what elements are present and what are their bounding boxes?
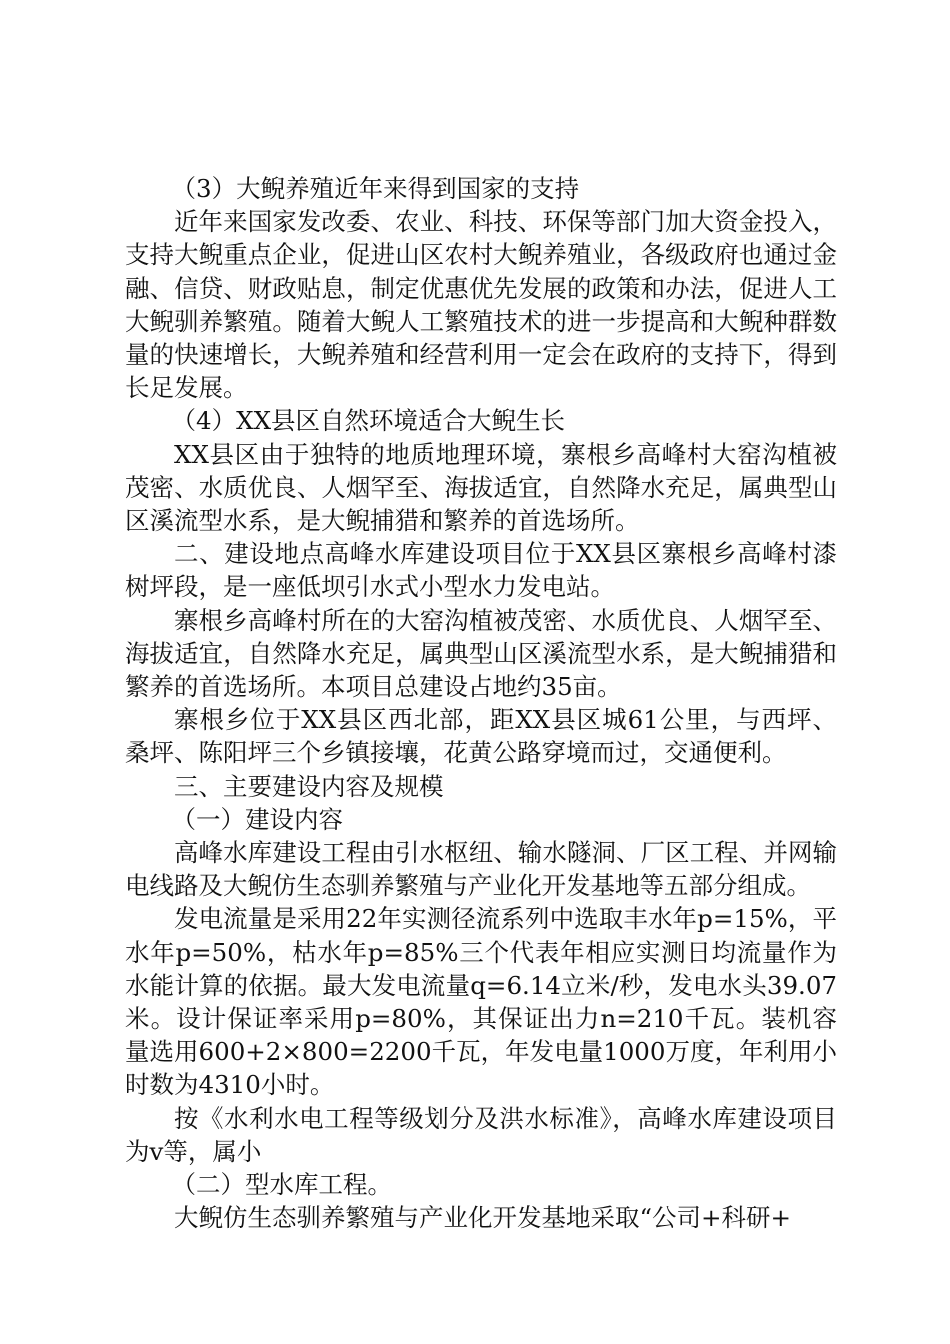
subheading-construction-content: （一）建设内容 (171, 804, 344, 834)
paragraph-natural-environment: XX县区由于独特的地质地理环境，寨根乡高峰村大窑沟植被茂密、水质优良、人烟罕至、海拔适宜，自然降水充足，属典型山区溪流型水系，是大鲵捕猎和繁养的首选场所。 (125, 439, 837, 536)
section-heading-construction-scale: 三、主要建设内容及规模 (174, 771, 444, 801)
paragraph-location: 寨根乡位于XX县区西北部，距XX县区城61公里，与西坪、桑坪、陈阳坪三个乡镇接壤，花黄公路穿境而过，交通便利。 (125, 705, 837, 768)
document-body (125, 172, 837, 1235)
subheading-national-support: （3）大鲵养殖近年来得到国家的支持 (171, 174, 580, 203)
paragraph-project-components: 高峰水库建设工程由引水枢纽、输水隧洞、厂区工程、并网输电线路及大鲵仿生态驯养繁殖与产业化开发基地等五部分组成。 (125, 838, 837, 901)
paragraph-national-support: 近年来国家发改委、农业、科技、环保等部门加大资金投入，支持大鲵重点企业，促进山区农村大鲵养殖业，各级政府也通过金融、信贷、财政贴息，制定优惠优先发展的政策和办法，促进人工大鲵驯养繁殖。随着大鲵人工繁殖技术的进一步提高和大鲵种群数量的快速增长，大鲵养殖和经营利用一定会在政府的支持下，得到长足发展。 (125, 207, 837, 403)
paragraph-breeding-base: 大鲵仿生态驯养繁殖与产业化开发基地采取“公司+科研+ (174, 1203, 792, 1233)
paragraph-construction-site: 二、建设地点高峰水库建设项目位于XX县区寨根乡高峰村漆树坪段，是一座低坝引水式小型水力发电站。 (125, 539, 837, 602)
paragraph-power-generation: 发电流量是采用22年实测径流系列中选取丰水年p=15%，平水年p=50%，枯水年p=85%三个代表年相应实测日均流量作为水能计算的依据。最大发电流量q=6.14立米/秒，发电水头39.07米。设计保证率采用p=80%，其保证出力n=210千瓦。装机容量选用600+2×800=2200千瓦，年发电量1000万度，年利用小时数为4310小时。 (125, 904, 837, 1100)
subheading-reservoir-type: （二）型水库工程。 (171, 1170, 393, 1200)
subheading-natural-environment: （4）XX县区自然环境适合大鲵生长 (171, 406, 566, 436)
paragraph-project-grade: 按《水利水电工程等级划分及洪水标准》，高峰水库建设项目为v等，属小 (125, 1103, 837, 1166)
paragraph-site-conditions: 寨根乡高峰村所在的大窑沟植被茂密、水质优良、人烟罕至、海拔适宜，自然降水充足，属典型山区溪流型水系，是大鲵捕猎和繁养的首选场所。本项目总建设占地约35亩。 (125, 605, 837, 702)
